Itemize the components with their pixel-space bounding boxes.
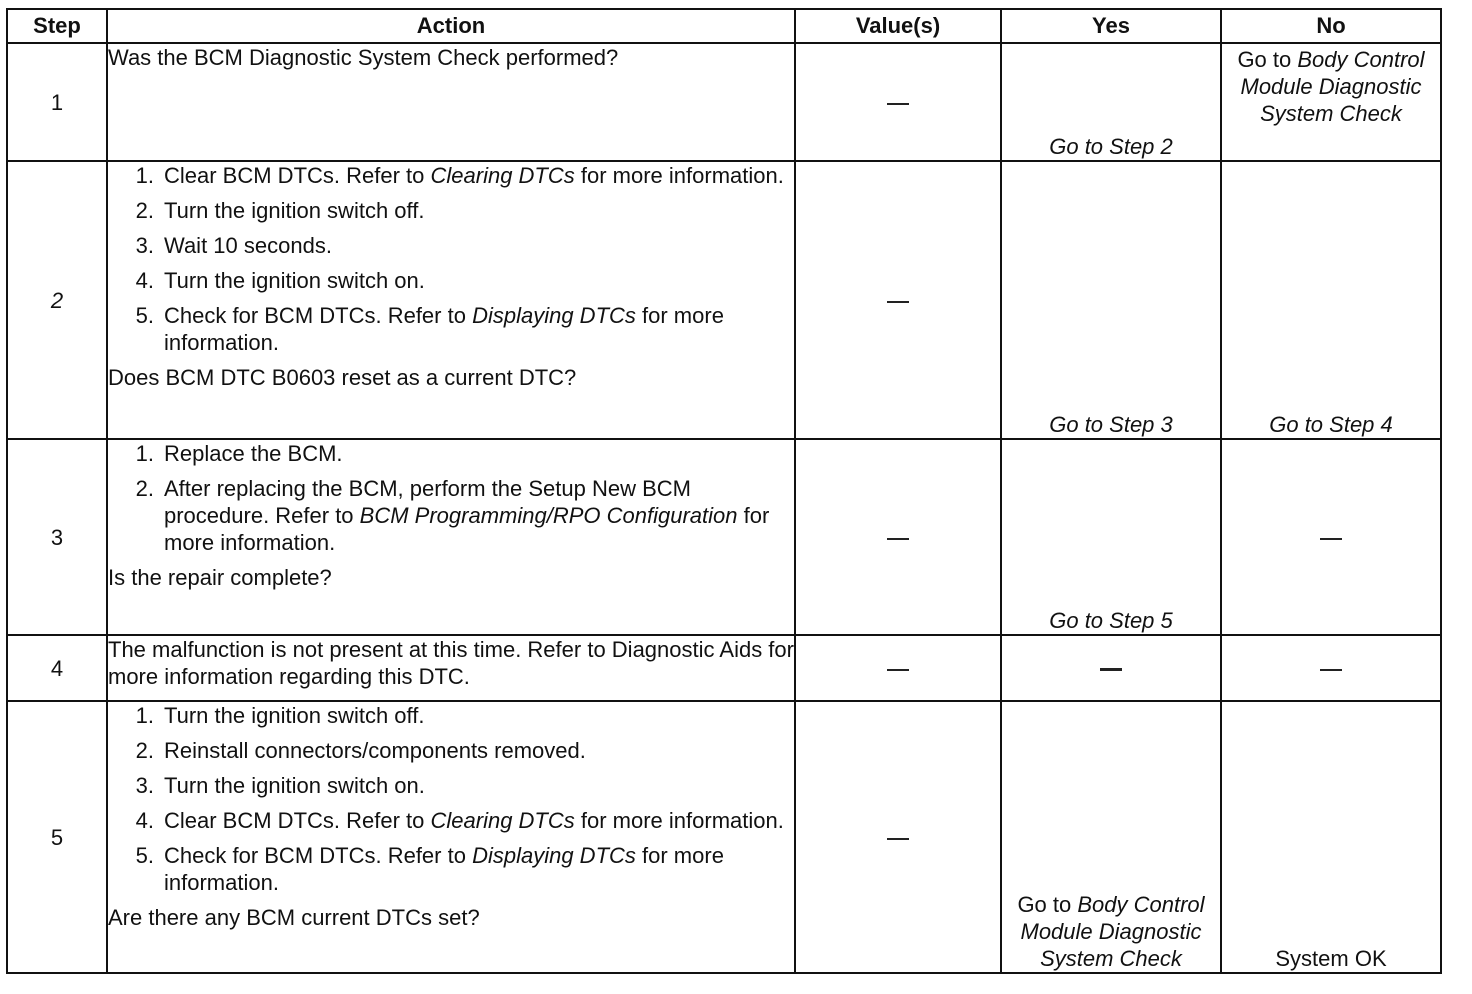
action-question: Does BCM DTC B0603 reset as a current DTC? bbox=[108, 365, 577, 390]
no-cell bbox=[1221, 635, 1441, 701]
dash-mark bbox=[1100, 668, 1122, 671]
action-list-item bbox=[108, 737, 794, 764]
yes-link[interactable]: Go to Step 2 bbox=[1001, 43, 1221, 161]
values-cell bbox=[795, 161, 1001, 439]
item-text: Replace the BCM. bbox=[164, 441, 343, 466]
diagnostic-table bbox=[6, 8, 1442, 974]
action-list-item bbox=[108, 842, 794, 896]
item-text: Clear BCM DTCs. Refer to Clearing DTCs for more information. bbox=[164, 808, 784, 833]
item-text: Turn the ignition switch on. bbox=[164, 268, 425, 293]
item-number: 1. bbox=[135, 703, 154, 728]
action-cell bbox=[107, 701, 795, 973]
dash-mark bbox=[887, 301, 909, 303]
item-number: 5. bbox=[135, 843, 154, 868]
header-no: No bbox=[1221, 9, 1441, 43]
dash-mark bbox=[887, 538, 909, 540]
action-question: Are there any BCM current DTCs set? bbox=[108, 905, 480, 930]
item-number: 2. bbox=[135, 476, 154, 501]
action-cell bbox=[107, 161, 795, 439]
action-list-item bbox=[108, 440, 794, 467]
header-yes: Yes bbox=[1001, 9, 1221, 43]
item-number: 1. bbox=[135, 163, 154, 188]
item-text: Turn the ignition switch off. bbox=[164, 703, 425, 728]
values-cell bbox=[795, 701, 1001, 973]
no-link[interactable]: System OK bbox=[1221, 701, 1441, 973]
action-list bbox=[108, 440, 794, 556]
dash-mark bbox=[887, 669, 909, 671]
yes-link[interactable]: Go to Step 3 bbox=[1001, 161, 1221, 439]
values-cell bbox=[795, 439, 1001, 635]
action-list-item bbox=[108, 162, 794, 189]
item-text: Turn the ignition switch on. bbox=[164, 773, 425, 798]
item-text: Clear BCM DTCs. Refer to Clearing DTCs for more information. bbox=[164, 163, 784, 188]
item-number: 5. bbox=[135, 303, 154, 328]
action-text: The malfunction is not present at this time. Refer to Diagnostic Aids for more information regarding this DTC. bbox=[108, 637, 794, 689]
header-action: Action bbox=[107, 9, 795, 43]
values-cell bbox=[795, 43, 1001, 161]
action-question: Was the BCM Diagnostic System Check performed? bbox=[108, 45, 619, 70]
item-text: Check for BCM DTCs. Refer to Displaying DTCs for more information. bbox=[164, 303, 724, 355]
action-cell bbox=[107, 439, 795, 635]
dash-mark bbox=[887, 838, 909, 840]
action-list-item bbox=[108, 302, 794, 356]
step-number: 1 bbox=[7, 43, 107, 161]
action-list-item bbox=[108, 232, 794, 259]
table-row-step-1 bbox=[7, 43, 1441, 161]
no-link[interactable]: Go to Step 4 bbox=[1221, 161, 1441, 439]
table-row-step-2 bbox=[7, 161, 1441, 439]
no-link[interactable]: Go to Body Control Module Diagnostic System Check bbox=[1221, 43, 1441, 161]
table-row-step-3 bbox=[7, 439, 1441, 635]
item-number: 4. bbox=[135, 808, 154, 833]
action-list-item bbox=[108, 807, 794, 834]
no-cell bbox=[1221, 439, 1441, 635]
action-list-item bbox=[108, 197, 794, 224]
yes-link[interactable]: Go to Body Control Module Diagnostic System Check bbox=[1001, 701, 1221, 973]
action-list-item bbox=[108, 267, 794, 294]
item-number: 3. bbox=[135, 773, 154, 798]
action-cell bbox=[107, 635, 795, 701]
item-text: After replacing the BCM, perform the Setup New BCM procedure. Refer to BCM Programming/RPO Configuration for more information. bbox=[164, 476, 770, 555]
action-list bbox=[108, 702, 794, 896]
item-number: 2. bbox=[135, 198, 154, 223]
dash-mark bbox=[887, 103, 909, 105]
step-number: 3 bbox=[7, 439, 107, 635]
item-text: Reinstall connectors/components removed. bbox=[164, 738, 586, 763]
item-number: 3. bbox=[135, 233, 154, 258]
action-list-item bbox=[108, 475, 794, 556]
item-text: Turn the ignition switch off. bbox=[164, 198, 425, 223]
action-list bbox=[108, 162, 794, 356]
yes-cell bbox=[1001, 635, 1221, 701]
values-cell bbox=[795, 635, 1001, 701]
item-text: Wait 10 seconds. bbox=[164, 233, 332, 258]
item-number: 4. bbox=[135, 268, 154, 293]
step-number: 5 bbox=[7, 701, 107, 973]
step-number: 4 bbox=[7, 635, 107, 701]
action-cell bbox=[107, 43, 795, 161]
table-row-step-5 bbox=[7, 701, 1441, 973]
table-row-step-4 bbox=[7, 635, 1441, 701]
item-number: 2. bbox=[135, 738, 154, 763]
header-step: Step bbox=[7, 9, 107, 43]
header-row bbox=[7, 9, 1441, 43]
item-text: Check for BCM DTCs. Refer to Displaying DTCs for more information. bbox=[164, 843, 724, 895]
yes-link[interactable]: Go to Step 5 bbox=[1001, 439, 1221, 635]
item-number: 1. bbox=[135, 441, 154, 466]
step-number: 2 bbox=[7, 161, 107, 439]
action-list-item bbox=[108, 772, 794, 799]
header-values: Value(s) bbox=[795, 9, 1001, 43]
action-question: Is the repair complete? bbox=[108, 565, 332, 590]
dash-mark bbox=[1320, 538, 1342, 540]
action-list-item bbox=[108, 702, 794, 729]
dash-mark bbox=[1320, 669, 1342, 671]
